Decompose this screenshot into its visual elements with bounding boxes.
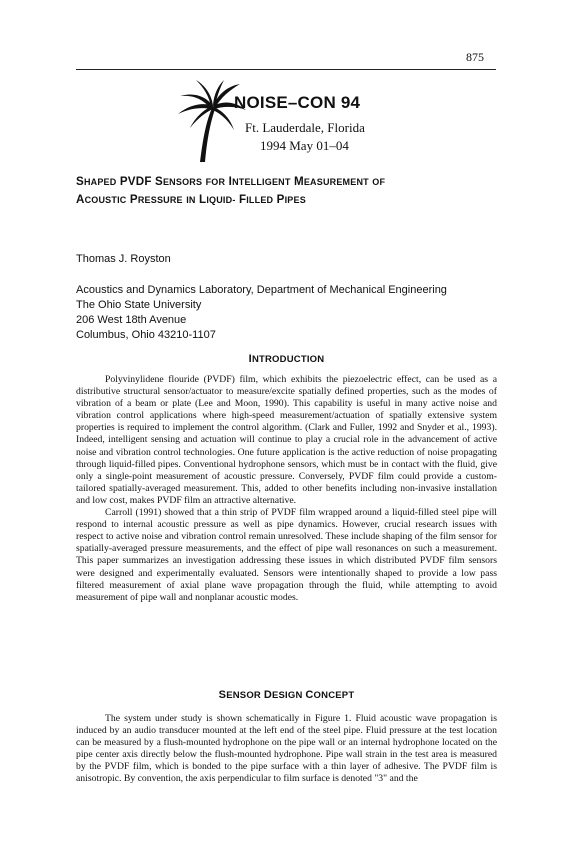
affiliation-line: 206 West 18th Avenue [76, 314, 187, 326]
smallcaps-word: PRESSURE [129, 193, 183, 206]
affiliation-line: Columbus, Ohio 43210-1107 [76, 329, 216, 341]
smallcaps-word: MEASUREMENT [293, 175, 369, 188]
palm-tree-icon [176, 78, 246, 162]
page-number: 875 [466, 50, 484, 64]
paragraph: Carroll (1991) showed that a thin strip of PVDF film wrapped around a liquid-filled steel pipe will respond to internal acoustic pressure as well as pipe dynamics. However, crucial research issues with respect to active noise and vibration control remain unresolved. These include shaping of the film sensor for spatially-averaged pressure measurements, and the effect of pipe wall resonances on such a measurement. This paper summarizes an investigation addressing these issues in which distributed PVDF film sensors were designed and experimentally evaluated. Sensors were intentionally shaped to provide a low pass filtered measurement of axial plane wave propagation through the fluid, while attempting to avoid measurement of pipe wall and nonplanar acoustic modes. [76, 507, 497, 603]
smallcaps-word: PIPES [276, 193, 306, 206]
smallcaps-word: OF [372, 177, 386, 187]
section-heading-introduction [76, 353, 497, 365]
affiliation-line: The Ohio State University [76, 299, 202, 311]
smallcaps-word: DESIGN [263, 689, 303, 701]
paragraph: Polyvinylidene flouride (PVDF) film, which exhibits the piezoelectric effect, can be used as a distributive structural sensor/actuator to measure/excite spatially defined properties, such as the modes of vibration of a beam or plate (Lee and Moon, 1990). This capability is useful in many active noise and vibration control applications where high-speed measurement/actuation of spatially extensive system properties is required to implement the control algorithm. (Clark and Fuller, 1992 and Snyder et al., 1993). Indeed, intelligent sensing and actuation will continue to play a crucial role in the advancement of active noise and vibration control technologies. One future application is the active reduction of noise propagating through liquid-filled pipes. Conventional hydrophone sensors, which must be in contact with the fluid, give only a single-point measurement of acoustic pressure. Conversely, PVDF film could provide a custom-tailored spatially-averaged measurement. This, added to other benefits including non-invasive installation and low cost, makes PVDF film an attractive alternative. [76, 374, 497, 506]
smallcaps-word: PVDF [119, 175, 152, 188]
smallcaps-word: SHAPED [76, 175, 117, 188]
author-affiliation [76, 283, 447, 343]
heading-rest: NTRODUCTION [251, 354, 325, 365]
title-line-2 [76, 191, 506, 209]
smallcaps-word: ACOUSTIC [76, 193, 127, 206]
section-heading-sensor-design [76, 689, 497, 701]
smallcaps-word: SENSORS [155, 175, 203, 188]
conference-date: 1994 May 01–04 [260, 138, 349, 153]
affiliation-line: Acoustics and Dynamics Laboratory, Department of Mechanical Engineering [76, 284, 447, 296]
smallcaps-word: CONCEPT [305, 689, 355, 701]
smallcaps-word: FOR [205, 177, 226, 187]
conference-location: Ft. Lauderdale, Florida [245, 120, 365, 135]
smallcaps-word: IN [186, 195, 196, 205]
paper-title [76, 173, 506, 209]
smallcaps-word: LIQUID- [199, 193, 236, 206]
conference-name: NOISE–CON 94 [234, 93, 361, 112]
introduction-body [76, 374, 497, 604]
sensor-design-body [76, 713, 497, 786]
title-line-1 [76, 173, 506, 191]
smallcaps-word: INTELLIGENT [228, 175, 291, 188]
author-name: Thomas J. Royston [76, 253, 171, 265]
header-rule [76, 69, 496, 70]
paragraph: The system under study is shown schematically in Figure 1. Fluid acoustic wave propagation is induced by an audio transducer mounted at the left end of the steel pipe. Fluid pressure at the test location can be measured by a flush-mounted hydrophone on the pipe wall or an internal hydrophone located on the pipe center axis directly below the flush-mounted hydrophone. Pipe wall strain in the test area is measured by the PVDF film, which is bonded to the pipe surface with a thin layer of adhesive. The PVDF film is anisotropic. By convention, the axis perpendicular to film surface is denoted "3" and the [76, 713, 497, 785]
smallcaps-word: SENSOR [218, 689, 261, 701]
heading-initial: I [248, 353, 252, 365]
smallcaps-word: FILLED [238, 193, 274, 206]
